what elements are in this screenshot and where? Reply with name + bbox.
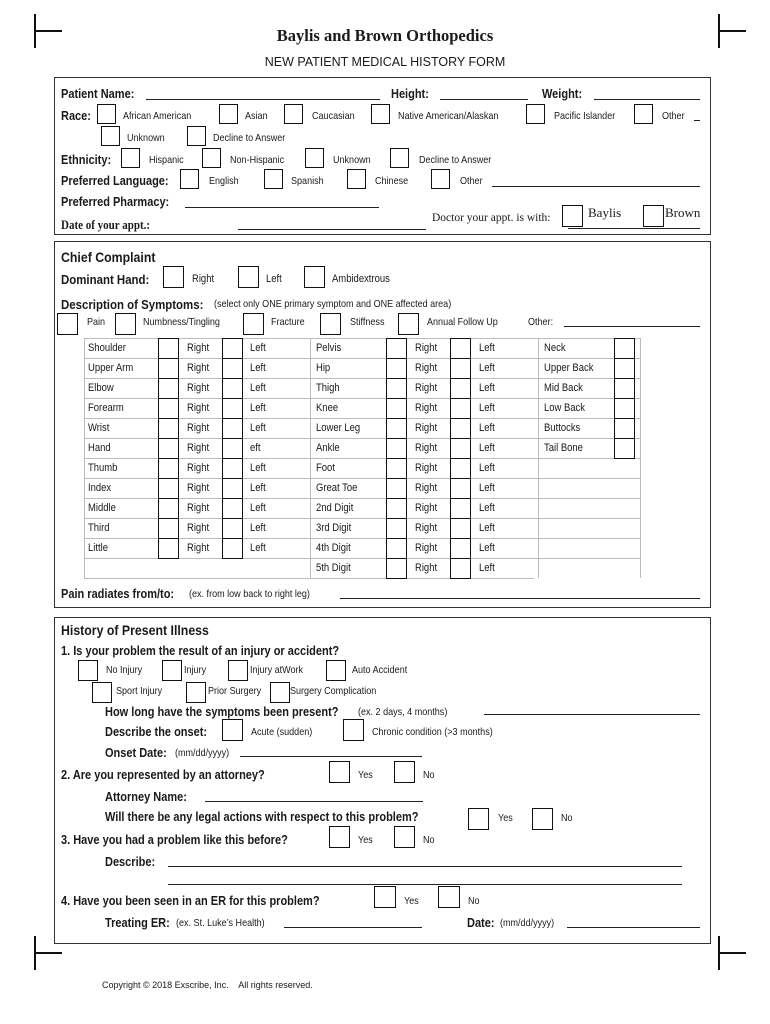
injury-option-label: Injury atWork — [250, 664, 304, 676]
body-part-label: Knee — [316, 402, 339, 414]
left-label: Left — [479, 522, 495, 534]
treating-er-note: (ex. St. Luke’s Health) — [176, 917, 265, 929]
body-part-label: Pelvis — [316, 342, 342, 354]
language-chinese-checkbox[interactable] — [347, 169, 366, 189]
symptom-option-label: Pain — [87, 316, 106, 328]
how-long-label: How long have the symptoms been present? — [105, 705, 339, 719]
body-part-label: Ankle — [316, 442, 340, 454]
symptom-other-label: Other: — [528, 316, 554, 328]
onset-chronic-checkbox[interactable] — [343, 719, 364, 741]
language-label: Preferred Language: — [61, 174, 169, 188]
body-part-left-checkbox[interactable] — [222, 398, 243, 419]
symptom-option-label: Stiffness — [350, 316, 385, 328]
left-label: Left — [479, 542, 495, 554]
body-part-label: Great Toe — [316, 482, 358, 494]
language-other-checkbox[interactable] — [431, 169, 450, 189]
hand-option-label: Ambidextrous — [332, 273, 390, 285]
body-part-left-checkbox[interactable] — [222, 458, 243, 479]
height-label: Height: — [391, 87, 429, 101]
right-label: Right — [415, 382, 438, 394]
body-part-right-checkbox[interactable] — [386, 498, 407, 519]
right-label: Right — [415, 402, 438, 414]
body-part-label: Buttocks — [544, 422, 581, 434]
body-part-right-checkbox[interactable] — [158, 458, 179, 479]
right-label: Right — [415, 422, 438, 434]
right-label: Right — [415, 502, 438, 514]
onset-date-label: Onset Date: — [105, 746, 167, 760]
body-part-label: 5th Digit — [316, 562, 351, 574]
onset-acute-checkbox[interactable] — [222, 719, 243, 741]
body-part-left-checkbox[interactable] — [222, 538, 243, 559]
ethnicity-option-label: Hispanic — [149, 154, 184, 166]
no-label: No — [561, 812, 573, 824]
body-part-right-checkbox[interactable] — [158, 398, 179, 419]
attorney-name-field[interactable] — [205, 801, 423, 802]
doctor-baylis-checkbox[interactable] — [562, 205, 583, 227]
body-part-checkbox[interactable] — [614, 338, 635, 359]
left-label: Left — [250, 362, 266, 374]
no-label: No — [423, 834, 435, 846]
left-label: Left — [479, 462, 495, 474]
right-label: Right — [415, 462, 438, 474]
race-african-american-checkbox[interactable] — [97, 104, 116, 124]
body-part-label: Middle — [88, 502, 116, 514]
body-part-checkbox[interactable] — [614, 358, 635, 379]
language-english-checkbox[interactable] — [180, 169, 199, 189]
injury-option-label: Auto Accident — [352, 664, 408, 676]
right-label: Right — [187, 342, 210, 354]
left-label: Left — [479, 442, 495, 454]
symptoms-note: (select only ONE primary symptom and ONE affected area) — [214, 298, 452, 310]
body-part-right-checkbox[interactable] — [386, 558, 407, 579]
doctor-label: Doctor your appt. is with: — [432, 212, 551, 224]
left-label: eft — [250, 442, 261, 454]
body-part-left-checkbox[interactable] — [450, 378, 471, 399]
left-label: Left — [479, 362, 495, 374]
body-part-right-checkbox[interactable] — [158, 358, 179, 379]
race-option-label: Asian — [245, 110, 268, 122]
onset-option-label: Chronic condition (>3 months) — [372, 726, 493, 738]
left-label: Left — [479, 382, 495, 394]
race-pacific-islander-checkbox[interactable] — [526, 104, 545, 124]
copyright: Copyright © 2018 Exscribe, Inc. All rights reserved. — [102, 980, 313, 990]
language-option-label: English — [209, 175, 239, 187]
describe-field[interactable] — [168, 866, 682, 867]
symptom-numbness-checkbox[interactable] — [115, 313, 136, 335]
appointment-date-field[interactable] — [238, 229, 426, 230]
treating-er-field[interactable] — [284, 927, 422, 928]
body-part-label: Low Back — [544, 402, 586, 414]
doctor-option-label: Baylis — [588, 205, 622, 220]
prior-surgery-checkbox[interactable] — [186, 682, 206, 703]
no-label: No — [423, 769, 435, 781]
race-option-label: Unknown — [127, 132, 165, 144]
body-part-left-checkbox[interactable] — [450, 458, 471, 479]
symptom-fracture-checkbox[interactable] — [243, 313, 264, 335]
body-part-right-checkbox[interactable] — [386, 438, 407, 459]
er-no-checkbox[interactable] — [438, 886, 460, 908]
body-part-left-checkbox[interactable] — [450, 358, 471, 379]
right-label: Right — [187, 402, 210, 414]
ethnicity-option-label: Non-Hispanic — [230, 154, 285, 166]
body-part-label: Shoulder — [88, 342, 126, 354]
attorney-name-label: Attorney Name: — [105, 790, 187, 804]
left-label: Left — [479, 502, 495, 514]
dominant-hand-label: Dominant Hand: — [61, 272, 150, 287]
body-part-right-checkbox[interactable] — [158, 378, 179, 399]
body-part-left-checkbox[interactable] — [222, 358, 243, 379]
left-label: Left — [250, 462, 266, 474]
weight-label: Weight: — [542, 87, 583, 101]
left-label: Left — [250, 422, 266, 434]
race-option-label: Native American/Alaskan — [398, 110, 499, 122]
right-label: Right — [187, 542, 210, 554]
doctor-brown-checkbox[interactable] — [643, 205, 664, 227]
height-field[interactable] — [440, 99, 528, 100]
injury-option-label: Sport Injury — [116, 685, 163, 697]
body-part-label: Index — [88, 482, 112, 494]
language-other-field[interactable] — [492, 186, 700, 187]
language-option-label: Spanish — [291, 175, 324, 187]
language-spanish-checkbox[interactable] — [264, 169, 283, 189]
right-label: Right — [187, 442, 210, 454]
language-option-label: Other — [460, 175, 483, 187]
form-subtitle: NEW PATIENT MEDICAL HISTORY FORM — [264, 55, 506, 69]
right-label: Right — [415, 542, 438, 554]
right-label: Right — [415, 482, 438, 494]
body-part-right-checkbox[interactable] — [386, 338, 407, 359]
body-part-label: Little — [88, 542, 108, 554]
body-part-left-checkbox[interactable] — [450, 418, 471, 439]
ethnicity-non-hispanic-checkbox[interactable] — [202, 148, 221, 168]
race-option-label: Other — [662, 110, 685, 122]
race-native-american-checkbox[interactable] — [371, 104, 390, 124]
body-part-label: 4th Digit — [316, 542, 351, 554]
yes-label: Yes — [498, 812, 513, 824]
ethnicity-hispanic-checkbox[interactable] — [121, 148, 140, 168]
race-label: Race: — [61, 109, 91, 123]
attorney-yes-checkbox[interactable] — [329, 761, 350, 783]
body-part-label: Hip — [316, 362, 331, 374]
body-part-checkbox[interactable] — [614, 378, 635, 399]
prior-problem-yes-checkbox[interactable] — [329, 826, 350, 848]
how-long-field[interactable] — [484, 714, 700, 715]
treating-er-label: Treating ER: — [105, 916, 170, 930]
prior-problem-no-checkbox[interactable] — [394, 826, 415, 848]
how-long-note: (ex. 2 days, 4 months) — [358, 706, 448, 718]
body-part-left-checkbox[interactable] — [450, 338, 471, 359]
body-part-left-checkbox[interactable] — [450, 558, 471, 579]
auto-accident-checkbox[interactable] — [326, 660, 346, 681]
left-label: Left — [250, 402, 266, 414]
onset-date-field[interactable] — [240, 756, 422, 757]
body-part-left-checkbox[interactable] — [222, 498, 243, 519]
body-part-checkbox[interactable] — [614, 418, 635, 439]
question-4: 4. Have you been seen in an ER for this problem? — [61, 894, 320, 908]
ethnicity-option-label: Decline to Answer — [419, 154, 492, 166]
onset-label: Describe the onset: — [105, 725, 208, 739]
body-part-right-checkbox[interactable] — [386, 378, 407, 399]
history-heading: History of Present Illness — [61, 622, 209, 638]
injury-at-work-checkbox[interactable] — [228, 660, 248, 681]
form-title: Baylis and Brown Orthopedics — [276, 26, 494, 45]
symptom-other-field[interactable] — [564, 326, 700, 327]
right-label: Right — [415, 442, 438, 454]
body-part-right-checkbox[interactable] — [386, 478, 407, 499]
right-label: Right — [415, 362, 438, 374]
body-part-label: Hand — [88, 442, 111, 454]
chief-complaint-heading: Chief Complaint — [61, 249, 156, 265]
race-option-label: Decline to Answer — [213, 132, 286, 144]
body-part-label: Third — [88, 522, 110, 534]
body-part-right-checkbox[interactable] — [158, 338, 179, 359]
legal-no-checkbox[interactable] — [532, 808, 553, 830]
ethnicity-option-label: Unknown — [333, 154, 371, 166]
corner-mark — [34, 952, 62, 954]
body-part-left-checkbox[interactable] — [222, 338, 243, 359]
hand-option-label: Right — [192, 273, 215, 285]
grid-line — [538, 338, 539, 578]
race-option-label: African American — [123, 110, 192, 122]
body-part-left-checkbox[interactable] — [222, 418, 243, 439]
body-part-right-checkbox[interactable] — [386, 358, 407, 379]
body-part-left-checkbox[interactable] — [222, 378, 243, 399]
body-part-right-checkbox[interactable] — [386, 418, 407, 439]
body-part-right-checkbox[interactable] — [158, 438, 179, 459]
race-decline-checkbox[interactable] — [187, 126, 206, 146]
ethnicity-unknown-checkbox[interactable] — [305, 148, 324, 168]
left-label: Left — [479, 402, 495, 414]
appointment-date-label: Date of your appt.: — [61, 218, 151, 232]
er-date-label: Date: — [467, 916, 495, 930]
injury-option-label: Surgery Complication — [290, 685, 377, 697]
body-part-label: Tail Bone — [544, 442, 583, 454]
describe-field-line-2[interactable] — [168, 884, 682, 885]
language-option-label: Chinese — [375, 175, 409, 187]
body-part-left-checkbox[interactable] — [450, 478, 471, 499]
body-part-right-checkbox[interactable] — [386, 458, 407, 479]
yes-label: Yes — [404, 895, 419, 907]
grid-line — [84, 338, 85, 578]
left-label: Left — [479, 562, 495, 574]
doctor-option-label: Brown — [665, 205, 701, 220]
hand-ambidextrous-checkbox[interactable] — [304, 266, 325, 288]
race-other-field[interactable] — [694, 120, 700, 121]
body-part-right-checkbox[interactable] — [158, 538, 179, 559]
onset-date-note: (mm/dd/yyyy) — [175, 747, 230, 759]
right-label: Right — [187, 482, 210, 494]
question-3: 3. Have you had a problem like this before? — [61, 833, 288, 847]
right-label: Right — [415, 342, 438, 354]
left-label: Left — [250, 382, 266, 394]
body-part-label: Thumb — [88, 462, 118, 474]
surgery-complication-checkbox[interactable] — [270, 682, 290, 703]
race-option-label: Pacific Islander — [554, 110, 616, 122]
body-part-label: Mid Back — [544, 382, 583, 394]
yes-label: Yes — [358, 834, 373, 846]
race-option-label: Caucasian — [312, 110, 355, 122]
left-label: Left — [250, 342, 266, 354]
symptom-stiffness-checkbox[interactable] — [320, 313, 341, 335]
right-label: Right — [187, 422, 210, 434]
injury-option-label: Prior Surgery — [208, 685, 262, 697]
pharmacy-field[interactable] — [185, 207, 379, 208]
symptom-option-label: Fracture — [271, 316, 305, 328]
body-part-label: 2nd Digit — [316, 502, 354, 514]
hand-left-checkbox[interactable] — [238, 266, 259, 288]
body-part-label: 3rd Digit — [316, 522, 352, 534]
left-label: Left — [250, 522, 266, 534]
body-part-label: Forearm — [88, 402, 124, 414]
body-part-left-checkbox[interactable] — [450, 438, 471, 459]
body-part-checkbox[interactable] — [614, 398, 635, 419]
er-date-note: (mm/dd/yyyy) — [500, 917, 555, 929]
body-part-label: Wrist — [88, 422, 110, 434]
legal-action-label: Will there be any legal actions with respect to this problem? — [105, 810, 419, 824]
sport-injury-checkbox[interactable] — [92, 682, 112, 703]
right-label: Right — [187, 502, 210, 514]
right-label: Right — [415, 562, 438, 574]
grid-line — [310, 578, 534, 579]
body-part-left-checkbox[interactable] — [222, 438, 243, 459]
question-2: 2. Are you represented by an attorney? — [61, 768, 265, 782]
body-part-label: Upper Back — [544, 362, 594, 374]
symptoms-label: Description of Symptoms: — [61, 297, 204, 312]
hand-option-label: Left — [266, 273, 282, 285]
body-part-left-checkbox[interactable] — [450, 518, 471, 539]
symptom-pain-checkbox[interactable] — [57, 313, 78, 335]
attorney-no-checkbox[interactable] — [394, 761, 415, 783]
body-part-label: Elbow — [88, 382, 114, 394]
corner-mark — [718, 952, 746, 954]
weight-field[interactable] — [594, 99, 700, 100]
race-other-checkbox[interactable] — [634, 104, 653, 124]
injury-option-label: No Injury — [106, 664, 143, 676]
no-injury-checkbox[interactable] — [78, 660, 98, 681]
right-label: Right — [415, 522, 438, 534]
body-part-right-checkbox[interactable] — [158, 498, 179, 519]
legal-yes-checkbox[interactable] — [468, 808, 489, 830]
onset-option-label: Acute (sudden) — [251, 726, 313, 738]
body-part-left-checkbox[interactable] — [222, 478, 243, 499]
body-part-label: Upper Arm — [88, 362, 134, 374]
right-label: Right — [187, 462, 210, 474]
body-part-left-checkbox[interactable] — [222, 518, 243, 539]
right-label: Right — [187, 382, 210, 394]
right-label: Right — [187, 362, 210, 374]
left-label: Left — [250, 482, 266, 494]
body-part-left-checkbox[interactable] — [450, 538, 471, 559]
patient-name-field[interactable] — [146, 99, 380, 100]
yes-label: Yes — [358, 769, 373, 781]
body-part-label: Neck — [544, 342, 566, 354]
body-part-right-checkbox[interactable] — [158, 478, 179, 499]
no-label: No — [468, 895, 480, 907]
body-part-label: Thigh — [316, 382, 340, 394]
ethnicity-decline-checkbox[interactable] — [390, 148, 409, 168]
patient-name-label: Patient Name: — [61, 87, 135, 101]
left-label: Left — [479, 342, 495, 354]
symptom-annual-followup-checkbox[interactable] — [398, 313, 419, 335]
ethnicity-label: Ethnicity: — [61, 153, 112, 167]
body-part-left-checkbox[interactable] — [450, 398, 471, 419]
pain-radiates-note: (ex. from low back to right leg) — [189, 588, 310, 600]
body-part-right-checkbox[interactable] — [158, 418, 179, 439]
body-part-right-checkbox[interactable] — [386, 538, 407, 559]
left-label: Left — [479, 482, 495, 494]
grid-line — [640, 338, 641, 578]
injury-option-label: Injury — [184, 664, 207, 676]
pain-radiates-label: Pain radiates from/to: — [61, 587, 175, 601]
pain-radiates-field[interactable] — [340, 598, 700, 599]
symptom-option-label: Annual Follow Up — [427, 316, 498, 328]
race-unknown-checkbox[interactable] — [101, 126, 120, 146]
body-part-left-checkbox[interactable] — [450, 498, 471, 519]
injury-checkbox[interactable] — [162, 660, 182, 681]
left-label: Left — [250, 502, 266, 514]
race-asian-checkbox[interactable] — [219, 104, 238, 124]
grid-line — [310, 338, 311, 578]
left-label: Left — [250, 542, 266, 554]
left-label: Left — [479, 422, 495, 434]
right-label: Right — [187, 522, 210, 534]
body-part-right-checkbox[interactable] — [386, 518, 407, 539]
question-1: 1. Is your problem the result of an injury or accident? — [61, 644, 340, 658]
body-part-right-checkbox[interactable] — [158, 518, 179, 539]
er-date-field[interactable] — [567, 927, 700, 928]
body-part-label: Foot — [316, 462, 335, 474]
symptom-option-label: Numbness/Tingling — [143, 316, 220, 328]
pharmacy-label: Preferred Pharmacy: — [61, 195, 170, 209]
describe-label: Describe: — [105, 855, 156, 869]
body-part-label: Lower Leg — [316, 422, 361, 434]
grid-line — [84, 578, 310, 579]
body-part-right-checkbox[interactable] — [386, 398, 407, 419]
body-part-checkbox[interactable] — [614, 438, 635, 459]
er-yes-checkbox[interactable] — [374, 886, 396, 908]
hand-right-checkbox[interactable] — [163, 266, 184, 288]
doctor-underline — [568, 228, 700, 229]
race-caucasian-checkbox[interactable] — [284, 104, 303, 124]
